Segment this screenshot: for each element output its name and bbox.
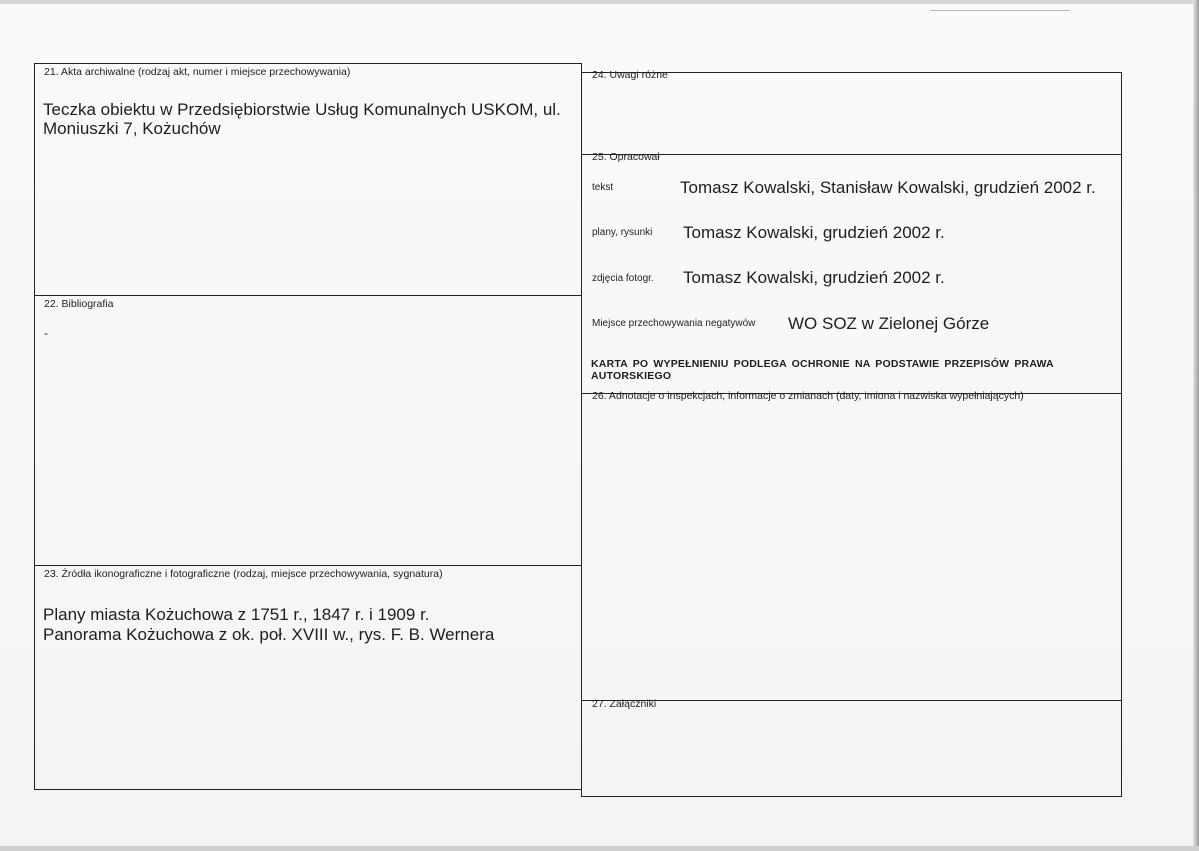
tekst-value: Tomasz Kowalski, Stanisław Kowalski, grudzień 2002 r. [680,178,1096,197]
section-22-label: 22. Bibliografia [44,298,114,310]
zdjecia-label: zdjęcia fotogr. [592,273,654,284]
section-23-label: 23. Źródła ikonograficzne i fotograficzne (rodzaj, miejsce przechowywania, sygnatura) [44,568,443,580]
divider-24-25 [581,154,1122,155]
section-21-value-line2: Moniuszki 7, Kożuchów [43,119,221,138]
section-25-label: 25. Opracował [592,151,660,163]
scan-mark [930,10,1070,11]
divider-26-27 [581,700,1122,701]
section-23-value-line2: Panorama Kożuchowa z ok. poł. XVIII w., rys. F. B. Wernera [43,625,495,644]
copyright-notice-line2: AUTORSKIEGO [591,370,672,382]
tekst-label: tekst [592,182,614,193]
miejsce-value: WO SOZ w Zielonej Górze [788,314,990,333]
section-21-label: 21. Akta archiwalne (rodzaj akt, numer i miejsce przechowywania) [44,66,351,78]
left-column-frame [34,63,582,790]
zdjecia-value: Tomasz Kowalski, grudzień 2002 r. [683,268,945,287]
section-24-label: 24. Uwagi różne [592,69,668,81]
divider-21-22 [34,295,582,296]
plany-label: plany, rysunki [592,227,653,238]
scan-edge-top [0,0,1199,4]
section-22-value: - [44,326,48,340]
section-23-value-line1: Plany miasta Kożuchowa z 1751 r., 1847 r. i 1909 r. [43,605,430,624]
copyright-notice-line1: KARTA PO WYPEŁNIENIU PODLEGA OCHRONIE NA PODSTAWIE PRZEPISÓW PRAWA [591,358,1054,370]
section-27-label: 27. Załączniki [592,698,657,710]
section-21-value-line1: Teczka obiektu w Przedsiębiorstwie Usług Komunalnych USKOM, ul. [43,100,561,119]
section-26-label: 26. Adnotacje o inspekcjach, informacje o zmianach (daty, imiona i nazwiska wypełniających) [592,390,1024,402]
divider-22-23 [34,565,582,566]
plany-value: Tomasz Kowalski, grudzień 2002 r. [683,223,945,242]
scan-edge-right [1193,0,1199,851]
scan-edge-bottom [0,846,1199,851]
miejsce-label: Miejsce przechowywania negatywów [592,318,756,329]
